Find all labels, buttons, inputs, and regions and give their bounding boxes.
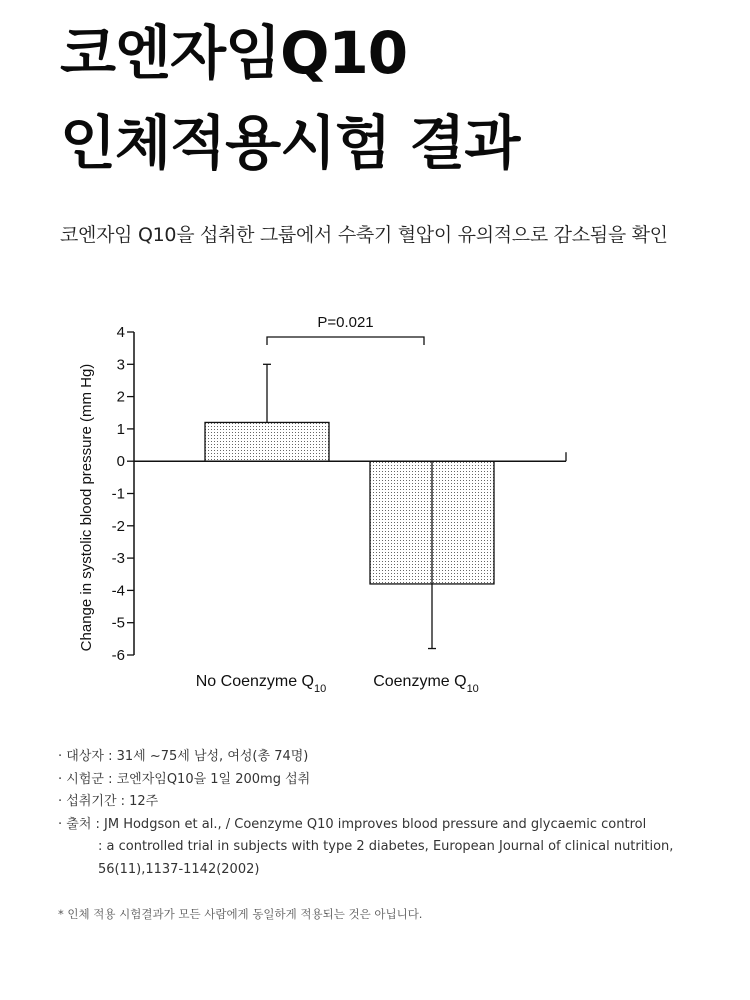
x-category-label: Coenzyme $Q_{10}$: [373, 673, 479, 695]
y-tick-label: -5: [111, 614, 125, 632]
disclaimer-footnote: * 인체 적용 시험결과가 모든 사람에게 동일하게 적용되는 것은 아닙니다.: [58, 907, 423, 921]
significance-bracket: [267, 337, 424, 345]
info-duration: · 섭취기간 : 12주: [58, 794, 159, 809]
study-info: [58, 746, 673, 881]
y-tick-label: -4: [111, 582, 125, 600]
bar: [205, 422, 329, 461]
y-tick-label: -3: [111, 550, 125, 568]
x-category-label: No Coenzyme $Q_{10}$: [195, 673, 327, 695]
y-tick-label: -2: [111, 517, 125, 535]
p-value-annotation: P=0.021: [317, 314, 374, 331]
y-axis-title: Change in systolic blood pressure (mm Hg): [78, 363, 95, 652]
y-tick-label: -6: [111, 647, 125, 664]
title-line-1: 코엔자임Q10: [60, 19, 408, 87]
y-tick-label: -1: [111, 485, 125, 503]
title-line-2: 인체적용시험 결과: [60, 109, 520, 177]
y-tick-label: 0: [116, 453, 125, 471]
subtitle: 코엔자임 Q10을 섭취한 그룹에서 수축기 혈압이 유의적으로 감소됨을 확인: [60, 224, 668, 246]
info-source-cont-2: 56(11),1137-1142(2002): [98, 861, 260, 877]
y-tick-label: 2: [116, 388, 125, 406]
info-dosage: · 시험군 : 코엔자임Q10을 1일 200mg 섭취: [58, 771, 311, 787]
y-tick-label: 1: [116, 420, 125, 438]
info-subjects: · 대상자 : 31세 ~75세 남성, 여성(총 74명): [58, 749, 309, 764]
y-tick-label: 4: [116, 324, 125, 341]
blood-pressure-chart: [0, 290, 750, 710]
info-source-cont-1: : a controlled trial in subjects with type 2 diabetes, European Journal of clinical nutrition,: [98, 839, 674, 854]
y-tick-label: 3: [116, 356, 125, 374]
page-title: [60, 8, 519, 188]
info-source: · 출처 : JM Hodgson et al., / Coenzyme Q10 improves blood pressure and glycaemic control: [58, 816, 647, 832]
